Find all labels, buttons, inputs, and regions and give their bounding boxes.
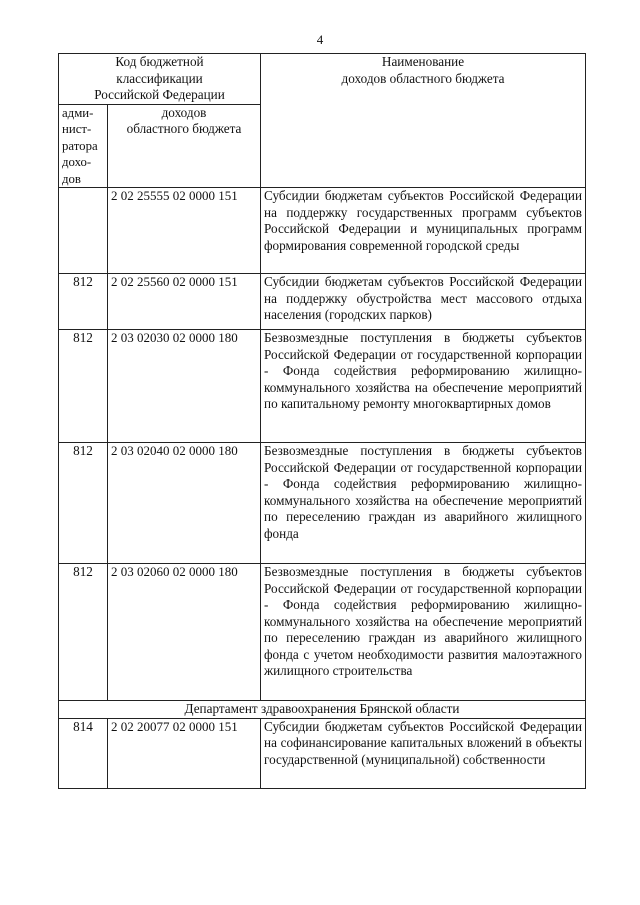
income-name-cell: Субсидии бюджетам субъектов Российской Федерации на софинансирование капитальных вложений в объекты государственной (муниципальной) собственности (261, 718, 586, 788)
table-row (59, 443, 586, 564)
income-name-cell: Субсидии бюджетам субъектов Российской Федерации на поддержку обустройства мест массового отдыха населения (городских парков) (261, 274, 586, 330)
admin-code-cell: 812 (59, 443, 108, 564)
header-row-group (59, 54, 586, 105)
admin-code-cell: 814 (59, 718, 108, 788)
income-name-cell: Безвозмездные поступления в бюджеты субъектов Российской Федерации от государственной корпорации - Фонда содействия реформированию жилищно-коммунального хозяйства на обеспечение мероприятий по переселению граждан из аварийного жилищного фонда с учетом необходимости развития малоэтажного жилищного строительства (261, 564, 586, 701)
admin-code-cell: 812 (59, 330, 108, 443)
table-row (59, 188, 586, 274)
income-name-cell: Безвозмездные поступления в бюджеты субъектов Российской Федерации от государственной корпорации - Фонда содействия реформированию жилищно-коммунального хозяйства на обеспечение мероприятий по переселению граждан из аварийного жилищного фонда (261, 443, 586, 564)
admin-code-cell: 812 (59, 274, 108, 330)
department-heading: Департамент здравоохранения Брянской области (59, 701, 586, 719)
admin-code-cell (59, 188, 108, 274)
budget-code-cell: 2 02 20077 02 0000 151 (108, 718, 261, 788)
table-row (59, 330, 586, 443)
income-name-cell: Безвозмездные поступления в бюджеты субъектов Российской Федерации от государственной корпорации - Фонда содействия реформированию жилищно-коммунального хозяйства на обеспечение мероприятий по капитальному ремонту многоквартирных домов (261, 330, 586, 443)
budget-code-cell: 2 03 02030 02 0000 180 (108, 330, 261, 443)
header-income-name: Наименование доходов областного бюджета (261, 54, 586, 188)
income-name-cell: Субсидии бюджетам субъектов Российской Федерации на поддержку государственных программ субъектов Российской Федерации и муниципальных программ формирования современной городской среды (261, 188, 586, 274)
table-row (59, 274, 586, 330)
budget-code-cell: 2 02 25555 02 0000 151 (108, 188, 261, 274)
budget-code-cell: 2 02 25560 02 0000 151 (108, 274, 261, 330)
admin-code-cell: 812 (59, 564, 108, 701)
header-budget-classification-code: Код бюджетной классификации Российской Федерации (59, 54, 261, 105)
budget-code-cell: 2 03 02060 02 0000 180 (108, 564, 261, 701)
table-row (59, 564, 586, 701)
header-regional-income: доходов областного бюджета (108, 104, 261, 188)
department-row (59, 701, 586, 719)
budget-code-cell: 2 03 02040 02 0000 180 (108, 443, 261, 564)
table-row (59, 718, 586, 788)
header-administrator: адми- нист- ратора дохо- дов (59, 104, 108, 188)
budget-classification-table (58, 53, 586, 789)
page-number: 4 (316, 32, 324, 47)
